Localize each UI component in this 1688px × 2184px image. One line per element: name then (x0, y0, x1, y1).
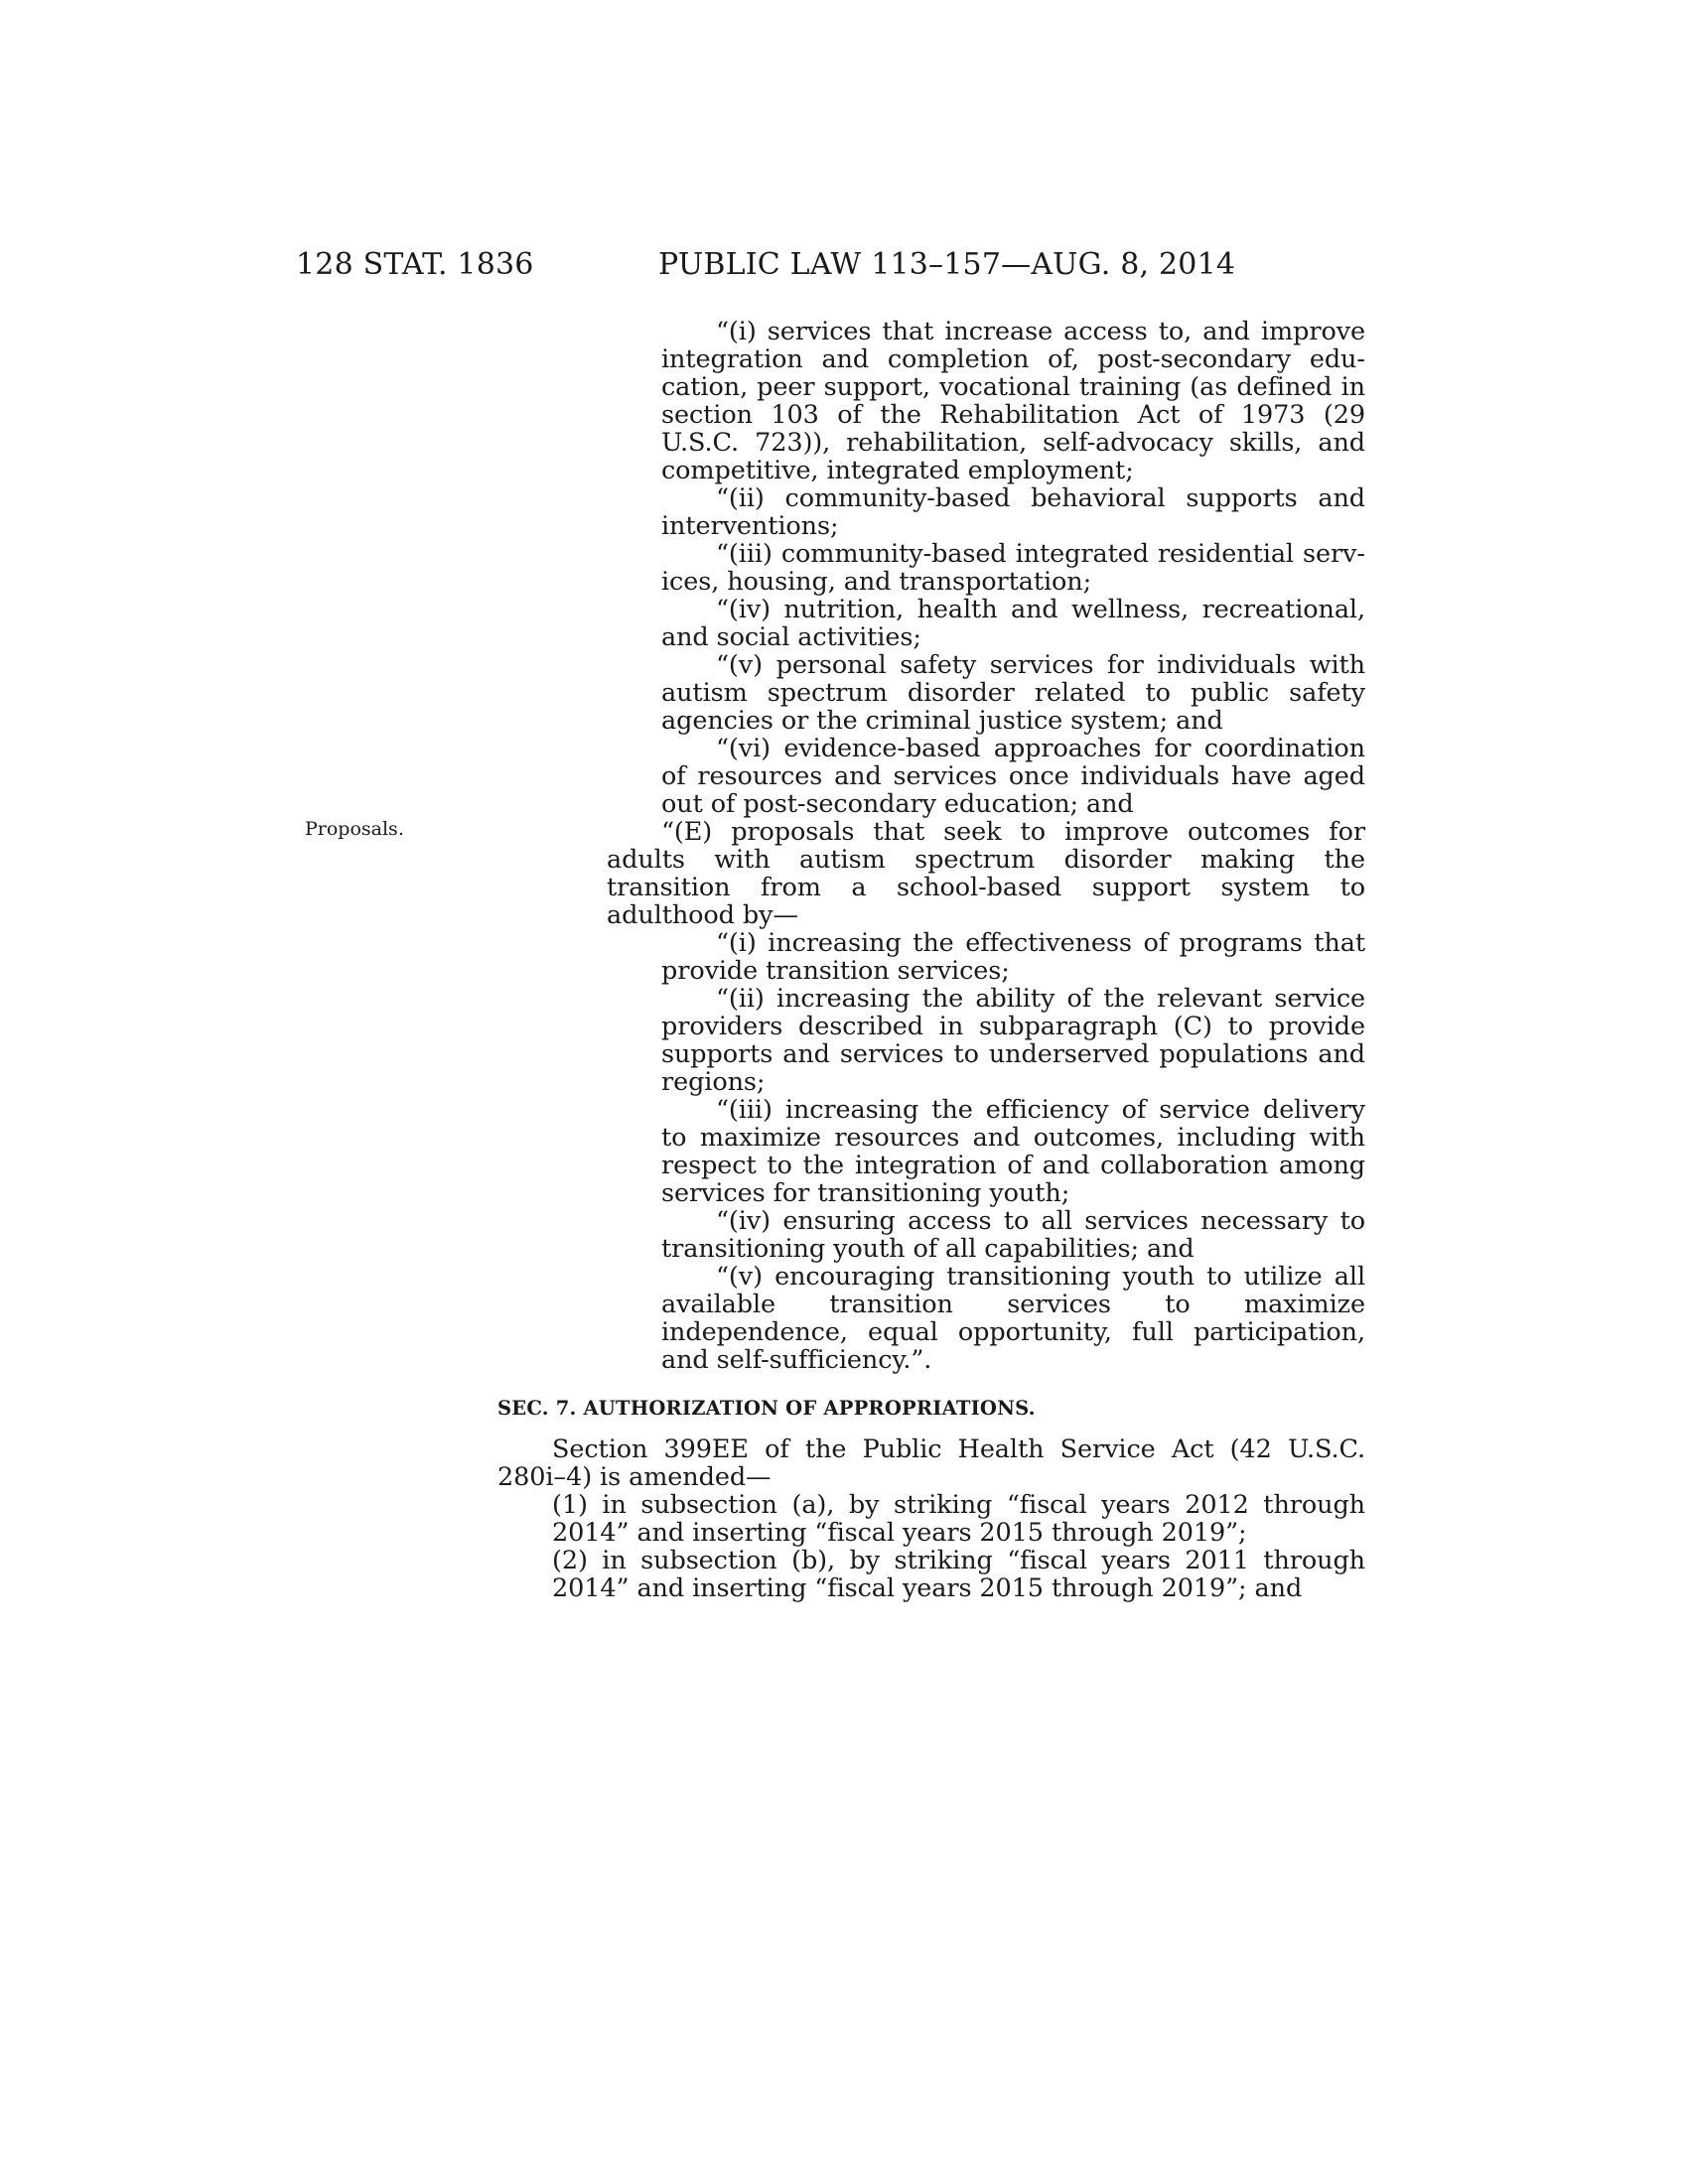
clause-d-vi: “(vi) evidence-based approaches for coordination of resources and services once individuals have aged out of post-secondary education; and (661, 734, 1365, 819)
clause-e-ii: “(ii) increasing the ability of the relevant service providers described in subparagraph (C) to provide supports and services to underserved populations and regions; (661, 984, 1365, 1097)
section-item-2: (2) in subsection (b), by striking “fiscal years 2011 through 2014” and inserting “fiscal years 2015 through 2019”; and (552, 1546, 1365, 1603)
clause-e-i: “(i) increasing the effectiveness of programs that provide transition services; (661, 928, 1365, 986)
statute-page-reference: 128 STAT. 1836 (296, 247, 534, 282)
section-heading: SEC. 7. AUTHORIZATION OF APPROPRIATIONS. (497, 1397, 1036, 1420)
section-item-1: (1) in subsection (a), by striking “fiscal years 2012 through 2014” and inserting “fiscal years 2015 through 2019”; (552, 1490, 1365, 1548)
clause-e-iii: “(iii) increasing the efficiency of service delivery to maximize resources and outcomes, including with respect to the integration of and collaboration among services for transitioning youth; (661, 1095, 1365, 1208)
public-law-header: PUBLIC LAW 113–157—AUG. 8, 2014 (658, 247, 1236, 282)
clause-d-i: “(i) services that increase access to, and improve integration and completion of, post-secondary education, peer support, vocational training (as defined in section 103 of the Rehabilitation Act of 1973 (29 U.S.C. 723)), rehabilitation, self-advocacy skills, and competitive, integrated employment; (661, 317, 1365, 485)
clause-d-v: “(v) personal safety services for individuals with autism spectrum disorder related to public safety agencies or the criminal justice system; and (661, 650, 1365, 736)
section-body (497, 1435, 1365, 1602)
margin-note-proposals: Proposals. (305, 818, 404, 840)
document-body (497, 317, 1365, 1603)
clause-d-iv: “(iv) nutrition, health and wellness, recreational, and social activities; (661, 595, 1365, 652)
clause-e-iv: “(iv) ensuring access to all services necessary to transitioning youth of all capabilities; and (661, 1206, 1365, 1264)
clause-d-iii: “(iii) community-based integrated residential services, housing, and transportation; (661, 539, 1365, 597)
section-intro: Section 399EE of the Public Health Service Act (42 U.S.C. 280i–4) is amended— (497, 1434, 1365, 1492)
clause-e-v: “(v) encouraging transitioning youth to utilize all available transition services to maximize independence, equal opportunity, full participation, and self-sufficiency.”. (661, 1262, 1365, 1375)
subparagraph-e: “(E) proposals that seek to improve outcomes for adults with autism spectrum disorder making the transition from a school-based support system to adulthood by— (607, 817, 1365, 930)
clause-d-ii: “(ii) community-based behavioral supports and interventions; (661, 483, 1365, 541)
